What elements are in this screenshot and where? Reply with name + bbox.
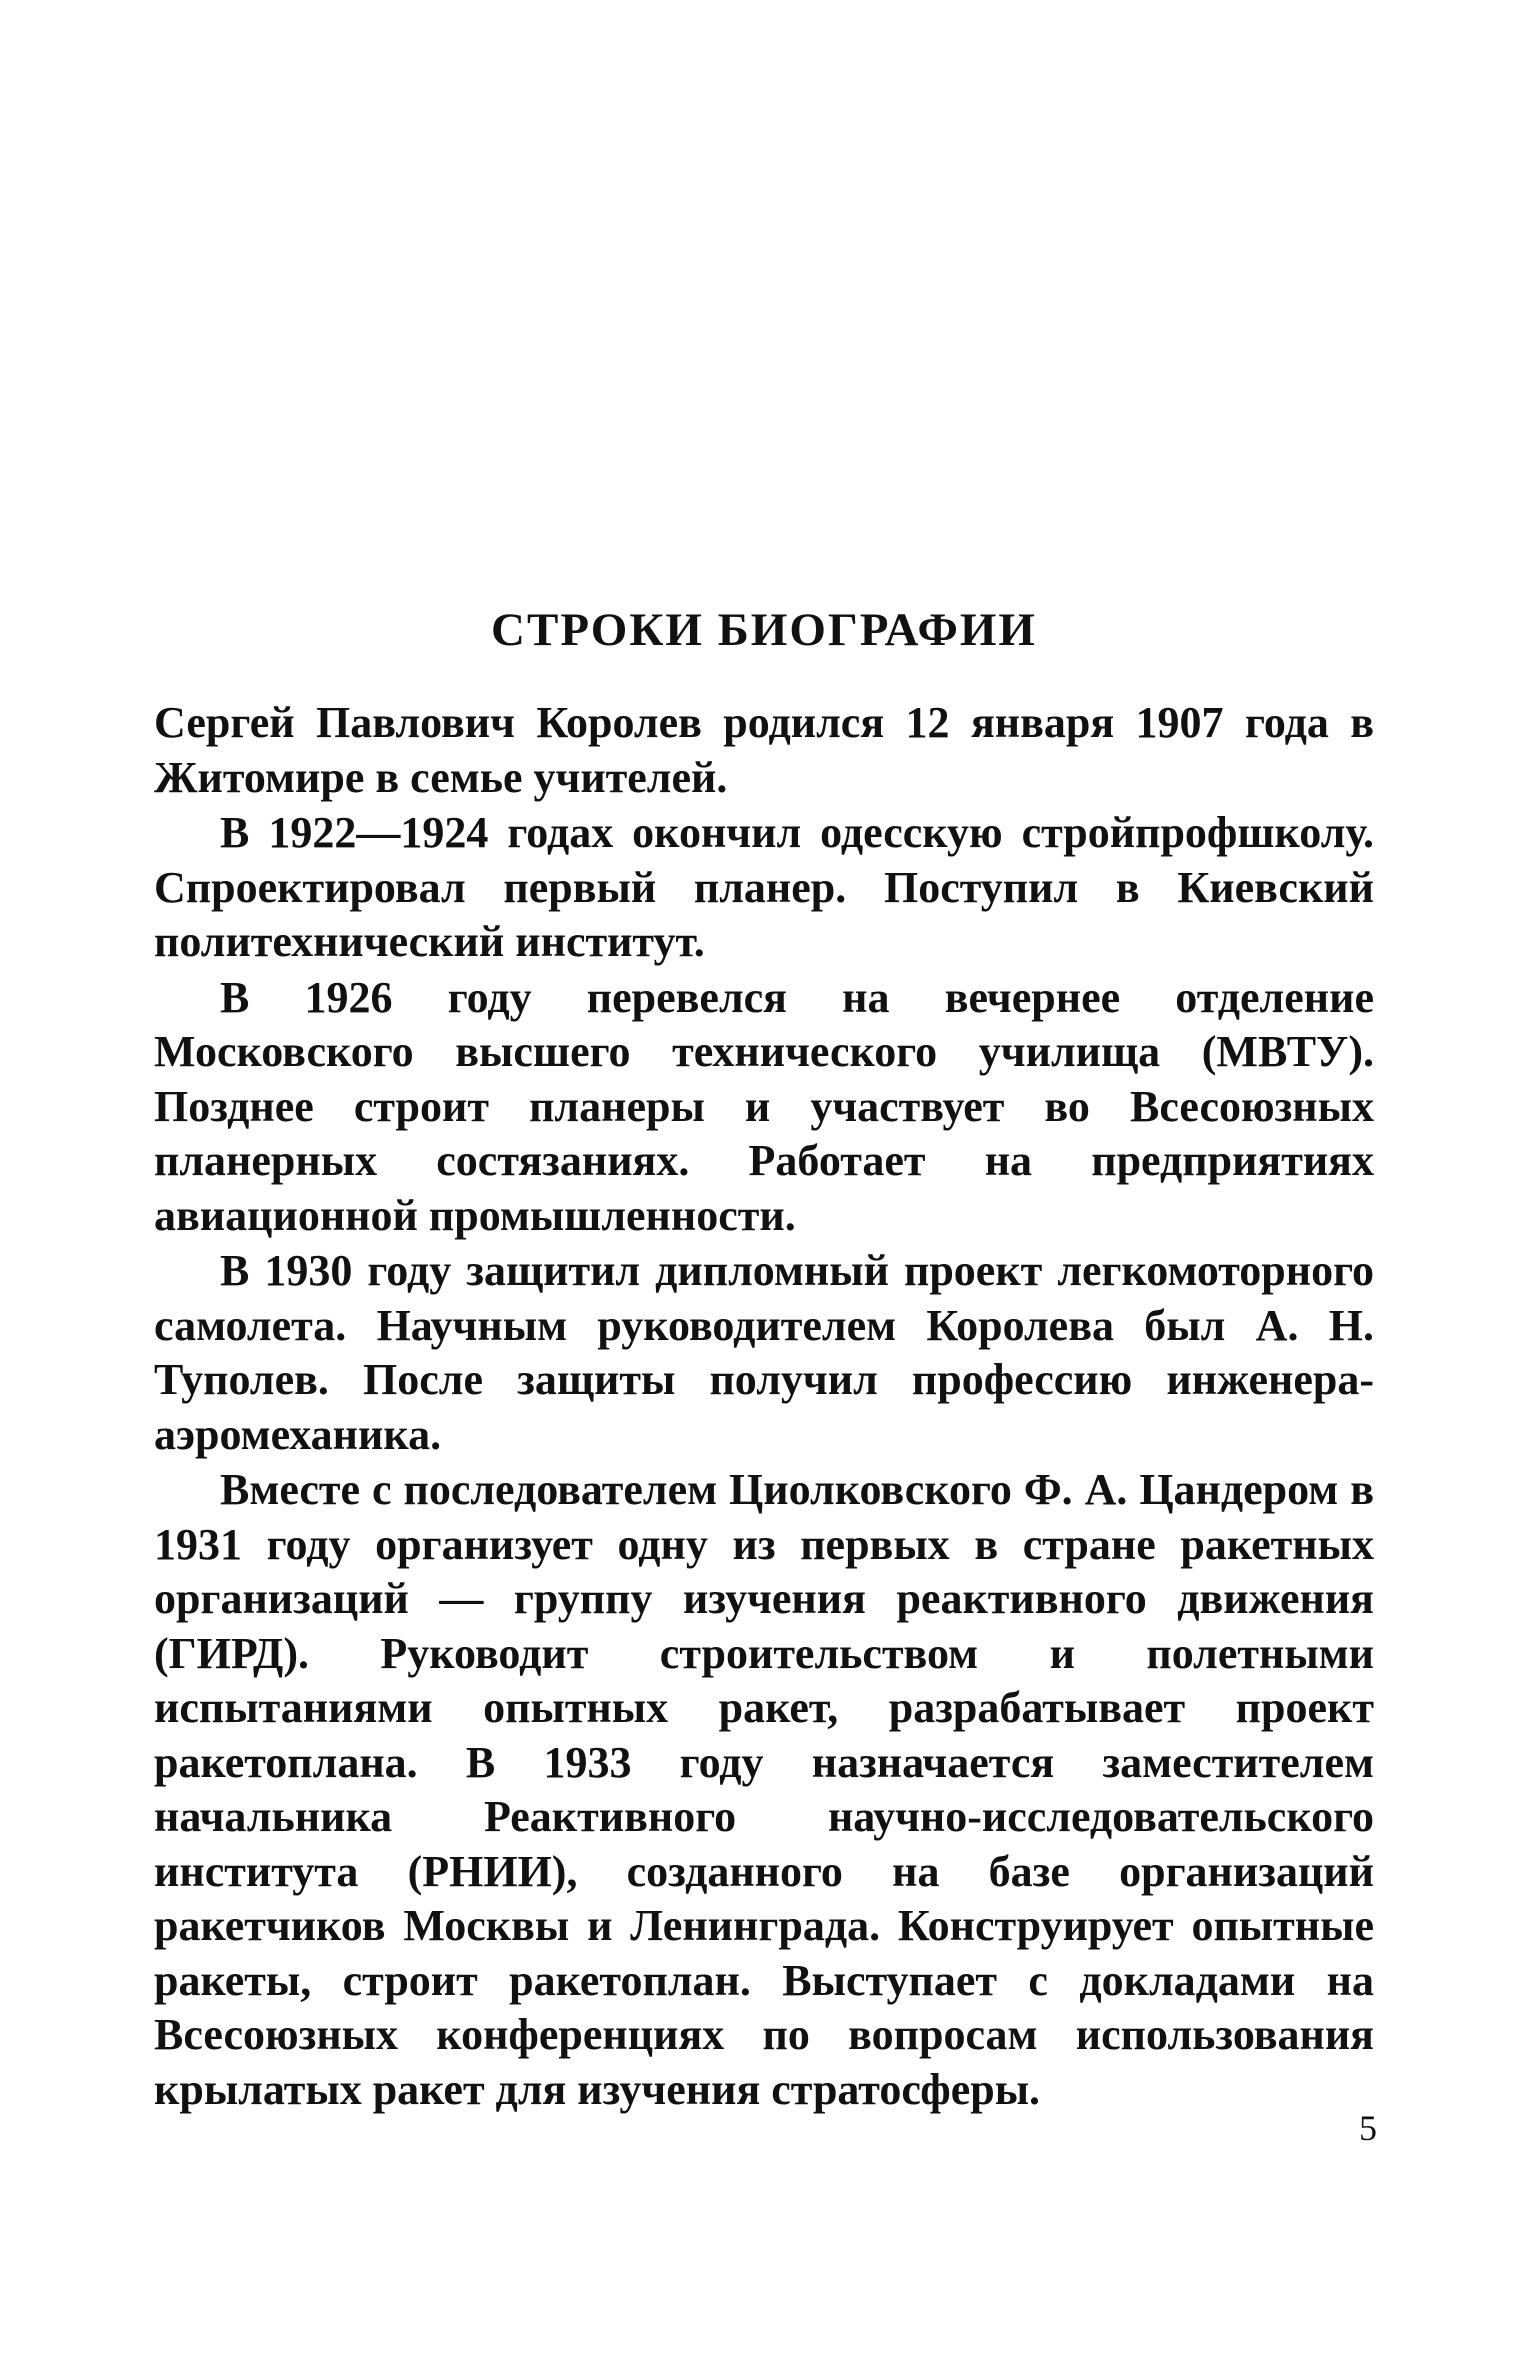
- page-title: СТРОКИ БИОГРАФИИ: [491, 604, 1037, 656]
- paragraph-mvtu: В 1926 году перевелся на вечернее отделение Московского высшего технического училища (МВТУ). Позднее строит планеры и участвует во Всесоюзных планерных состязаниях. Работает на предприятиях авиационной промышленности.: [154, 972, 1374, 1240]
- paragraph-diploma: В 1930 году защитил дипломный проект легкомоторного самолета. Научным руководителем Королева был А. Н. Туполев. После защиты получил профессию инженера-аэромеханика.: [154, 1246, 1374, 1459]
- biography-text: [154, 696, 1374, 2118]
- paragraph-education: В 1922—1924 годах окончил одесскую стройпрофшколу. Спроектировал первый планер. Поступил в Киевский политехнический институт.: [154, 808, 1374, 966]
- paragraph-birth: Сергей Павлович Королев родился 12 января 1907 года в Житомире в семье учителей.: [154, 698, 1374, 802]
- page-number: 5: [1359, 2108, 1377, 2148]
- paragraph-gird: Вместе с последователем Циолковского Ф. А. Цандером в 1931 году организует одну из первых в стране ракетных организаций — группу изучения реактивного движения (ГИРД). Руководит строительством и полетными испытаниями опытных ракет, разрабатывает проект ракетоплана. В 1933 году назначается заместителем начальника Реактивного научно-исследовательского института (РНИИ), созданного на базе организаций ракетчиков Москвы и Ленинграда. Конструирует опытные ракеты, строит ракетоплан. Выступает с докладами на Всесоюзных конференциях по вопросам использования крылатых ракет для изучения стратосферы.: [154, 1465, 1374, 2114]
